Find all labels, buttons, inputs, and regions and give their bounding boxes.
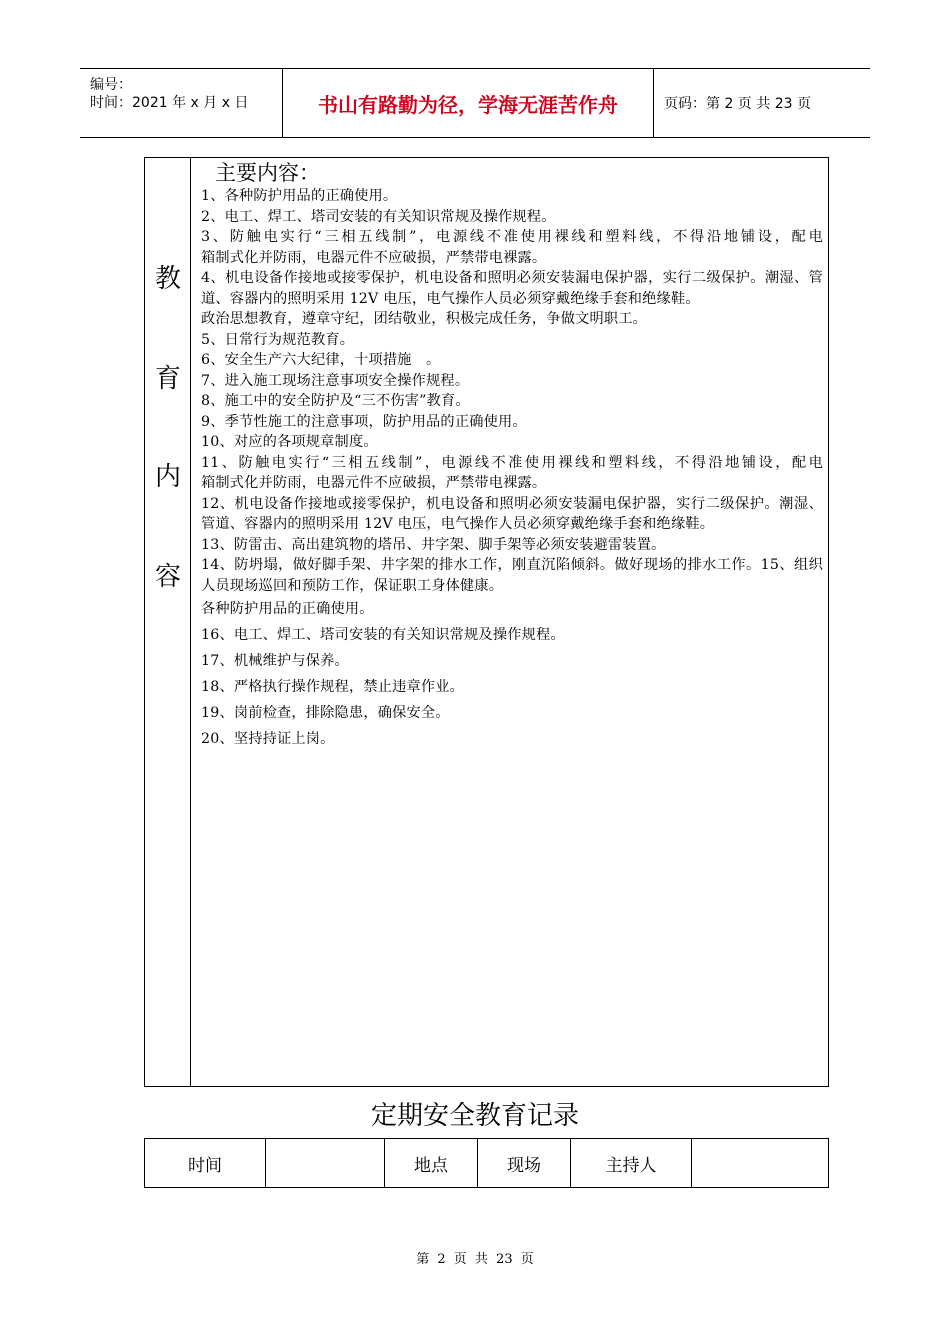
side-label-char: 内: [154, 462, 181, 492]
content-item: 12、机电设备作接地或接零保护，机电设备和照明必须安装漏电保护器，实行二级保护。潮湿、管道、容器内的照明采用 12V 电压，电气操作人员必须穿戴绝缘手套和绝缘鞋。: [201, 495, 823, 532]
table-row: [145, 1139, 829, 1188]
host-value-cell[interactable]: [692, 1139, 829, 1188]
content-item: 8、施工中的安全防护及“三不伤害”教育。: [201, 393, 470, 409]
content-item: 16、电工、焊工、塔司安装的有关知识常规及操作规程。: [201, 627, 565, 643]
content-item: 19、岗前检查，排除隐患，确保安全。: [201, 705, 450, 721]
side-label-column: [145, 158, 191, 1086]
host-label-cell: 主持人: [571, 1139, 692, 1188]
content-item: 9、季节性施工的注意事项，防护用品的正确使用。: [201, 413, 527, 430]
content-item: 3、防触电实行“三相五线制”，电源线不准使用裸线和塑料线，不得沿地铺设，配电 箱制式化并防雨，电器元件不应破损，严禁带电裸露。: [201, 229, 910, 266]
header-page-info: 页码：第 2 页 共 23 页: [664, 96, 811, 112]
content-text: [201, 160, 910, 752]
content-item: 13、防雷击、高出建筑物的塔吊、井字架、脚手架等必须安装避雷装置。: [201, 536, 666, 553]
page-header: [80, 68, 870, 138]
content-item: 2、电工、焊工、塔司安装的有关知识常规及操作规程。: [201, 208, 556, 225]
record-info-table: [144, 1138, 829, 1188]
location-label-cell: 地点: [385, 1139, 478, 1188]
content-item: 20、坚持持证上岗。: [201, 731, 335, 747]
content-item: 1、各种防护用品的正确使用。: [201, 188, 398, 204]
side-label-char: 容: [154, 562, 181, 592]
content-item: 17、机械维护与保养。: [201, 653, 349, 669]
content-item: 7、进入施工现场注意事项安全操作规程。: [201, 372, 470, 389]
content-item: 18、严格执行操作规程，禁止违章作业。: [201, 679, 465, 695]
time-value-cell[interactable]: [266, 1139, 385, 1188]
content-item: 11、防触电实行“三相五线制”，电源线不准使用裸线和塑料线，不得沿地铺设，配电 箱制式化并防雨，电器元件不应破损，严禁带电裸露。: [201, 454, 910, 491]
header-meta: [80, 69, 283, 137]
header-motto: 书山有路勤为径，学海无涯苦作舟: [283, 69, 654, 137]
page-footer: 第 2 页 共 23 页: [416, 1252, 534, 1267]
record-title: 定期安全教育记录: [370, 1101, 579, 1131]
location-value-cell[interactable]: 现场: [478, 1139, 571, 1188]
content-item: 5、日常行为规范教育。: [201, 331, 355, 348]
content-item: 10、对应的各项规章制度。: [201, 434, 378, 450]
content-item: 14、防坍塌，做好脚手架、井字架的排水工作，刚直沉陷倾斜。做好现场的排水工作。15、组织人员现场巡回和预防工作，保证职工身体健康。: [201, 557, 823, 594]
side-label-char: 教: [154, 264, 181, 294]
content-title: 主要内容：: [215, 161, 320, 185]
content-item: 6、安全生产六大纪律，十项措施 。: [201, 352, 441, 368]
time-label: 时间：2021 年 x 月 x 日: [90, 95, 249, 111]
content-item: 政治思想教育，遵章守纪，团结敬业，积极完成任务，争做文明职工。: [201, 311, 648, 327]
number-label: 编号：: [90, 77, 132, 93]
time-label-cell: 时间: [145, 1139, 266, 1188]
content-item: 各种防护用品的正确使用。: [201, 601, 374, 617]
education-content-table: [144, 157, 910, 1087]
side-label-char: 育: [154, 364, 181, 394]
content-item: 4、机电设备作接地或接零保护，机电设备和照明必须安装漏电保护器，实行二级保护。潮湿、管道、容器内的照明采用 12V 电压，电气操作人员必须穿戴绝缘手套和绝缘鞋。: [201, 270, 823, 307]
